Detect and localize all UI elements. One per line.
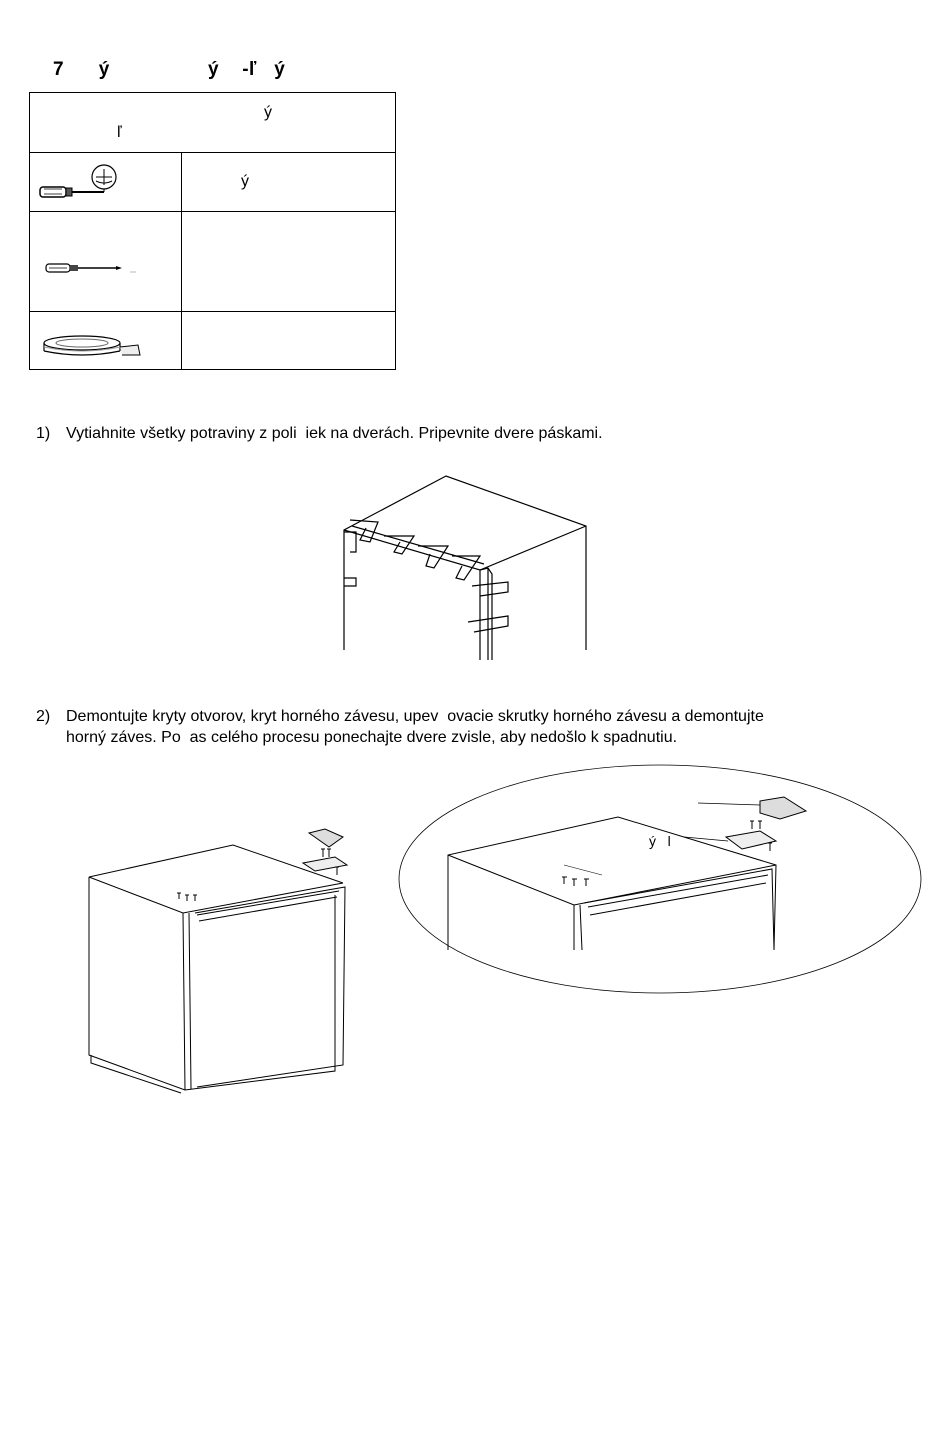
- step-1-text: Vytiahnite všetky potraviny z poli iek na dverách. Pripevnite dvere páskami.: [66, 425, 603, 442]
- figure-taped-door: [330, 470, 600, 655]
- figure-fridge: [85, 825, 355, 1095]
- tools-table: [29, 92, 396, 370]
- flat-screwdriver-icon: [44, 260, 140, 276]
- phillips-screwdriver-icon: [38, 161, 118, 205]
- table-header-line-1: ý: [264, 104, 272, 121]
- step-2-number: 2): [36, 708, 51, 725]
- step-1-number: 1): [36, 425, 51, 442]
- section-heading: 7 ý ý -ľ ý: [53, 59, 286, 80]
- adhesive-tape-icon: [40, 333, 142, 363]
- hinge-callout-label: ý l: [649, 833, 671, 849]
- table-row-1-text: ý: [241, 173, 249, 190]
- figure-hinge-detail: [398, 765, 923, 997]
- step-2-text-line-2: horný záves. Po as celého procesu ponechajte dvere zvisle, aby nedošlo k spadnutiu.: [66, 729, 678, 746]
- step-2-text-line-1: Demontujte kryty otvorov, kryt horného závesu, upev ovacie skrutky horného závesu a demontujte: [66, 708, 764, 725]
- table-header-line-2: ľ: [117, 124, 122, 141]
